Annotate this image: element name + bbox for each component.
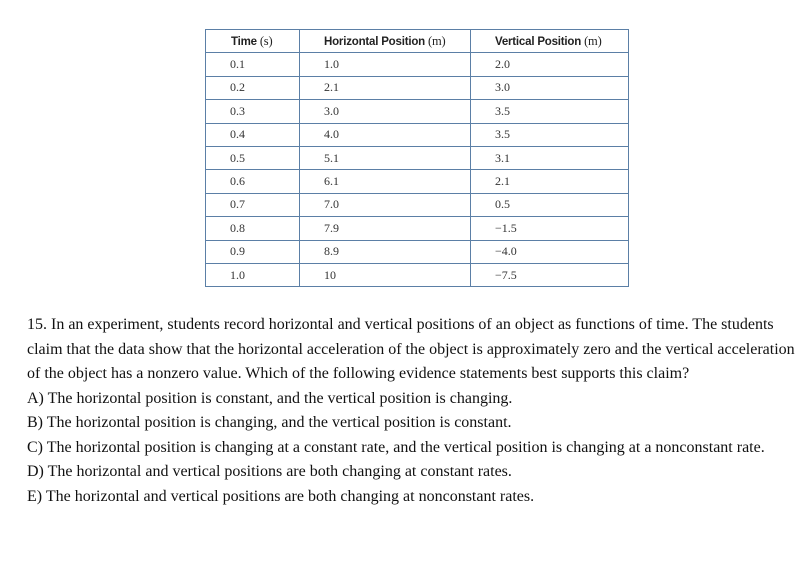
vertical-position-cell: 3.0	[471, 76, 629, 99]
time-cell: 0.6	[206, 170, 300, 193]
time-cell: 0.3	[206, 100, 300, 123]
vertical-position-cell: 0.5	[471, 193, 629, 216]
horizontal-position-cell: 2.1	[300, 76, 471, 99]
option-a: A) The horizontal position is constant, and the vertical position is changing.	[27, 389, 513, 407]
option-c: C) The horizontal position is changing at a constant rate, and the vertical position is changing at a nonconstant rate.	[27, 438, 765, 456]
vertical-position-cell: −1.5	[471, 217, 629, 240]
vertical-position-cell: 2.0	[471, 53, 629, 76]
time-cell: 0.7	[206, 193, 300, 216]
table-row	[206, 123, 629, 146]
table-body	[206, 53, 629, 287]
horizontal-position-cell: 4.0	[300, 123, 471, 146]
table-header-row	[206, 30, 629, 53]
header-unit: (m)	[584, 33, 602, 48]
vertical-position-cell: −4.0	[471, 240, 629, 263]
table-row	[206, 76, 629, 99]
table-row	[206, 217, 629, 240]
question-stem: 15. In an experiment, students record horizontal and vertical positions of an object as functions of time. The students claim that the data show that the horizontal acceleration of the object is approximately zero and the vertical acceleration of the object has a nonzero value. Which of the following evidence statements best supports this claim?	[27, 316, 795, 382]
horizontal-position-cell: 10	[300, 263, 471, 286]
table-row	[206, 146, 629, 169]
horizontal-position-cell: 7.9	[300, 217, 471, 240]
header-label: Vertical Position	[495, 35, 582, 48]
position-data-table	[205, 29, 629, 287]
horizontal-position-cell: 3.0	[300, 100, 471, 123]
table-row	[206, 263, 629, 286]
time-cell: 0.9	[206, 240, 300, 263]
vertical-position-cell: 3.5	[471, 100, 629, 123]
vertical-position-column-header	[471, 30, 629, 53]
vertical-position-cell: 3.5	[471, 123, 629, 146]
time-cell: 0.2	[206, 76, 300, 99]
horizontal-position-column-header	[300, 30, 471, 53]
vertical-position-cell: 2.1	[471, 170, 629, 193]
time-cell: 0.4	[206, 123, 300, 146]
horizontal-position-cell: 5.1	[300, 146, 471, 169]
time-cell: 0.1	[206, 53, 300, 76]
option-b: B) The horizontal position is changing, and the vertical position is constant.	[27, 414, 512, 431]
horizontal-position-cell: 8.9	[300, 240, 471, 263]
horizontal-position-cell: 7.0	[300, 193, 471, 216]
header-unit: (m)	[427, 33, 446, 48]
vertical-position-cell: −7.5	[471, 263, 629, 286]
time-column-header	[206, 30, 300, 53]
table-row	[206, 240, 629, 263]
time-cell: 0.5	[206, 146, 300, 169]
time-cell: 0.8	[206, 217, 300, 240]
header-label: Horizontal Position	[324, 35, 425, 48]
table-row	[206, 100, 629, 123]
horizontal-position-cell: 1.0	[300, 53, 471, 76]
table-row	[206, 170, 629, 193]
header-label: Time	[231, 35, 257, 48]
header-unit: (s)	[259, 33, 273, 48]
time-cell: 1.0	[206, 263, 300, 286]
table-row	[206, 193, 629, 216]
table-row	[206, 53, 629, 76]
vertical-position-cell: 3.1	[471, 146, 629, 169]
option-e: E) The horizontal and vertical positions are both changing at nonconstant rates.	[27, 487, 535, 505]
option-d: D) The horizontal and vertical positions are both changing at constant rates.	[27, 463, 512, 480]
horizontal-position-cell: 6.1	[300, 170, 471, 193]
question-block	[27, 313, 807, 509]
